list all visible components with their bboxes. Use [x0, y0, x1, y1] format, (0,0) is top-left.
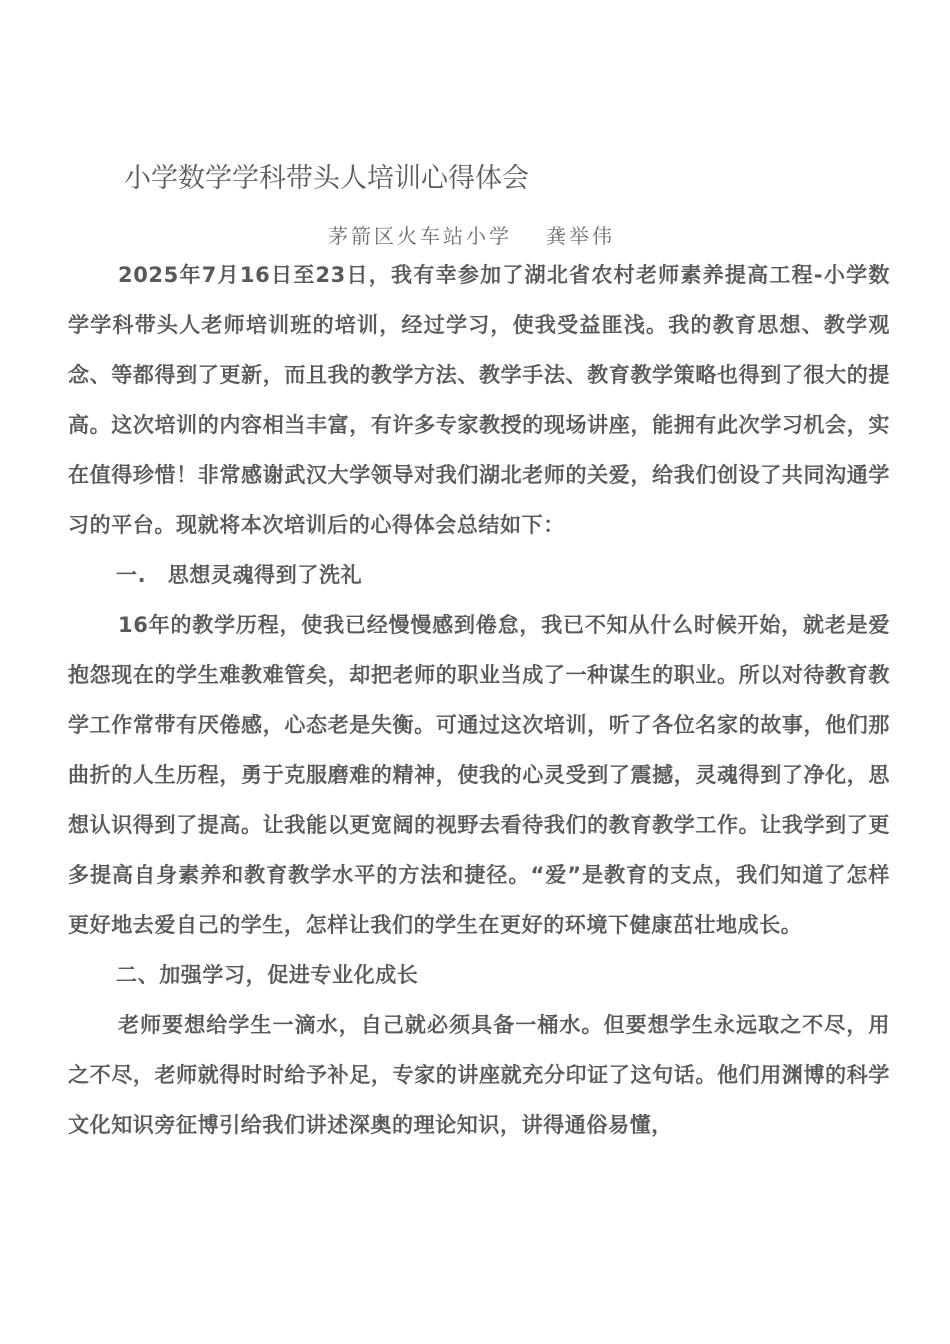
document-body	[68, 250, 890, 1150]
author-name: 龚举伟	[546, 224, 615, 248]
section-heading-1: 一. 思想灵魂得到了洗礼	[116, 563, 363, 587]
section-heading-2: 二、加强学习，促进专业化成长	[116, 963, 419, 987]
paragraph-section-1: 16年的教学历程，使我已经慢慢感到倦怠，我已不知从什么时候开始，就老是爱抱怨现在的学生难教难管矣，却把老师的职业当成了一种谋生的职业。所以对待教育教学工作常带有厌倦感，心态老是失衡。可通过这次培训，听了各位名家的故事，他们那曲折的人生历程，勇于克服磨难的精神，使我的心灵受到了震撼，灵魂得到了净化，思想认识得到了提高。让我能以更宽阔的视野去看待我们的教育教学工作。让我学到了更多提高自身素养和教育教学水平的方法和捷径。“爱”是教育的支点，我们知道了怎样更好地去爱自己的学生，怎样让我们的学生在更好的环境下健康茁壮地成长。	[68, 613, 890, 937]
author-line	[328, 220, 615, 249]
author-school: 茅箭区火车站小学	[328, 224, 512, 248]
document-title: 小学数学学科带头人培训心得体会	[124, 163, 529, 194]
paragraph-section-2: 老师要想给学生一滴水，自己就必须具备一桶水。但要想学生永远取之不尽，用之不尽，老师就得时时给予补足，专家的讲座就充分印证了这句话。他们用渊博的科学文化知识旁征博引给我们讲述深奥的理论知识，讲得通俗易懂，	[68, 1013, 890, 1137]
paragraph-intro: 2025年7月16日至23日，我有幸参加了湖北省农村老师素养提高工程-小学数学学科带头人老师培训班的培训，经过学习，使我受益匪浅。我的教育思想、教学观念、等都得到了更新，而且我的教学方法、教学手法、教育教学策略也得到了很大的提高。这次培训的内容相当丰富，有许多专家教授的现场讲座，能拥有此次学习机会，实在值得珍惜！非常感谢武汉大学领导对我们湖北老师的关爱，给我们创设了共同沟通学习的平台。现就将本次培训后的心得体会总结如下：	[68, 263, 890, 537]
